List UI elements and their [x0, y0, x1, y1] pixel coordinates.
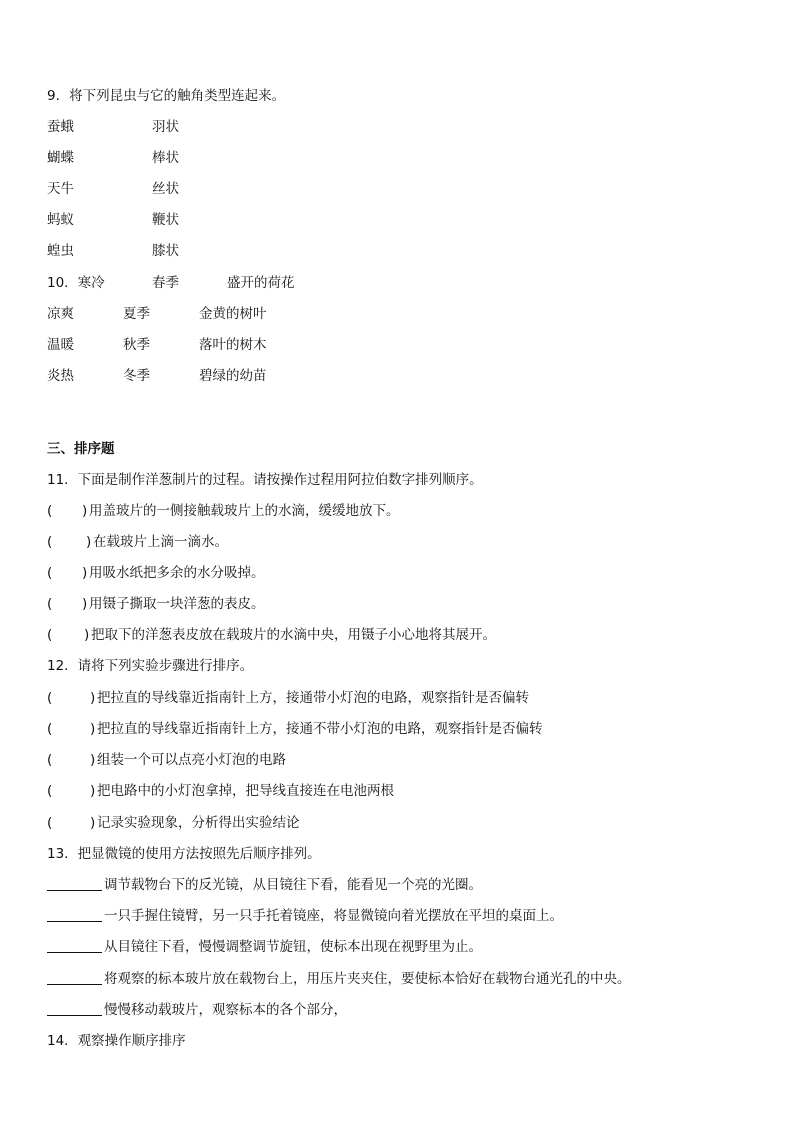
q14-title: 14．观察操作顺序排序 — [47, 1033, 186, 1049]
insect-name: 蝗虫 — [47, 243, 74, 259]
step-text: 把拉直的导线靠近指南针上方，接通不带小灯泡的电路，观察指针是否偏转 — [97, 721, 543, 737]
step-text: 用镊子撕取一块洋葱的表皮。 — [89, 596, 265, 612]
q9-title: 9．将下列昆虫与它的触角类型连起来。 — [47, 88, 286, 104]
q13-item — [47, 999, 347, 1021]
antenna-type: 羽状 — [152, 119, 179, 135]
answer-paren-close: ) — [90, 815, 96, 831]
step-text: 记录实验现象，分析得出实验结论 — [97, 815, 300, 831]
q13-item — [47, 968, 631, 990]
season: 春季 — [152, 275, 179, 291]
temperature: 凉爽 — [47, 306, 74, 322]
answer-paren-open: ( — [47, 565, 53, 581]
scene: 盛开的荷花 — [227, 275, 295, 291]
step-text: 用盖玻片的一侧接触载玻片上的水滴，缓缓地放下。 — [89, 503, 400, 519]
insect-name: 蚕蛾 — [47, 119, 74, 135]
antenna-type: 鞭状 — [152, 212, 179, 228]
answer-paren-open: ( — [47, 721, 53, 737]
temperature: 温暖 — [47, 337, 74, 353]
q13-item — [47, 905, 563, 927]
q13-item — [47, 936, 482, 958]
answer-paren-open: ( — [47, 783, 53, 799]
q13-item — [47, 874, 482, 896]
step-text: 调节载物台下的反光镜，从目镜往下看，能看见一个亮的光圈。 — [104, 877, 482, 893]
answer-blank — [47, 937, 102, 953]
answer-paren-open: ( — [47, 503, 53, 519]
answer-paren-open: ( — [47, 534, 53, 550]
scene: 落叶的树木 — [199, 337, 267, 353]
antenna-type: 棒状 — [152, 150, 179, 166]
step-text: 把电路中的小灯泡拿掉，把导线直接连在电池两根 — [97, 783, 394, 799]
answer-blank — [47, 875, 102, 891]
step-text: 用吸水纸把多余的水分吸掉。 — [89, 565, 265, 581]
antenna-type: 丝状 — [152, 181, 179, 197]
step-text: 从目镜往下看，慢慢调整调节旋钮，使标本出现在视野里为止。 — [104, 939, 482, 955]
step-text: 把拉直的导线靠近指南针上方，接通带小灯泡的电路，观察指针是否偏转 — [97, 690, 529, 706]
answer-paren-close: ) — [82, 503, 88, 519]
answer-paren-close: ) — [90, 752, 96, 768]
answer-paren-open: ( — [47, 596, 53, 612]
answer-paren-close: ) — [90, 721, 96, 737]
temperature: 10．寒冷 — [47, 275, 105, 291]
season: 夏季 — [123, 306, 150, 322]
step-text: 将观察的标本玻片放在载物台上，用压片夹夹住，要使标本恰好在载物台通光孔的中央。 — [104, 971, 631, 987]
season: 冬季 — [123, 368, 150, 384]
answer-paren-open: ( — [47, 752, 53, 768]
insect-name: 天牛 — [47, 181, 74, 197]
answer-blank — [47, 1000, 102, 1016]
insect-name: 蝴蝶 — [47, 150, 74, 166]
insect-name: 蚂蚁 — [47, 212, 74, 228]
season: 秋季 — [123, 337, 150, 353]
answer-paren-close: ) — [90, 783, 96, 799]
answer-paren-close: ) — [86, 534, 92, 550]
answer-paren-close: ) — [90, 690, 96, 706]
step-text: 慢慢移动载玻片，观察标本的各个部分， — [104, 1002, 347, 1018]
answer-paren-open: ( — [47, 815, 53, 831]
q12-title: 12．请将下列实验步骤进行排序。 — [47, 658, 254, 674]
q11-title: 11．下面是制作洋葱制片的过程。请按操作过程用阿拉伯数字排列顺序。 — [47, 472, 483, 488]
step-text: 把取下的洋葱表皮放在载玻片的水滴中央，用镊子小心地将其展开。 — [91, 627, 496, 643]
answer-paren-close: ) — [82, 565, 88, 581]
answer-paren-close: ) — [84, 627, 90, 643]
q13-title: 13．把显微镜的使用方法按照先后顺序排列。 — [47, 846, 321, 862]
answer-paren-open: ( — [47, 690, 53, 706]
answer-blank — [47, 969, 102, 985]
scene: 金黄的树叶 — [199, 306, 267, 322]
step-text: 在载玻片上滴一滴水。 — [93, 534, 228, 550]
section-heading: 三、排序题 — [47, 441, 115, 457]
antenna-type: 膝状 — [152, 243, 179, 259]
answer-paren-open: ( — [47, 627, 53, 643]
temperature: 炎热 — [47, 368, 74, 384]
step-text: 组装一个可以点亮小灯泡的电路 — [97, 752, 286, 768]
answer-paren-close: ) — [82, 596, 88, 612]
answer-blank — [47, 906, 102, 922]
scene: 碧绿的幼苗 — [199, 368, 267, 384]
step-text: 一只手握住镜臂，另一只手托着镜座，将显微镜向着光摆放在平坦的桌面上。 — [104, 908, 563, 924]
